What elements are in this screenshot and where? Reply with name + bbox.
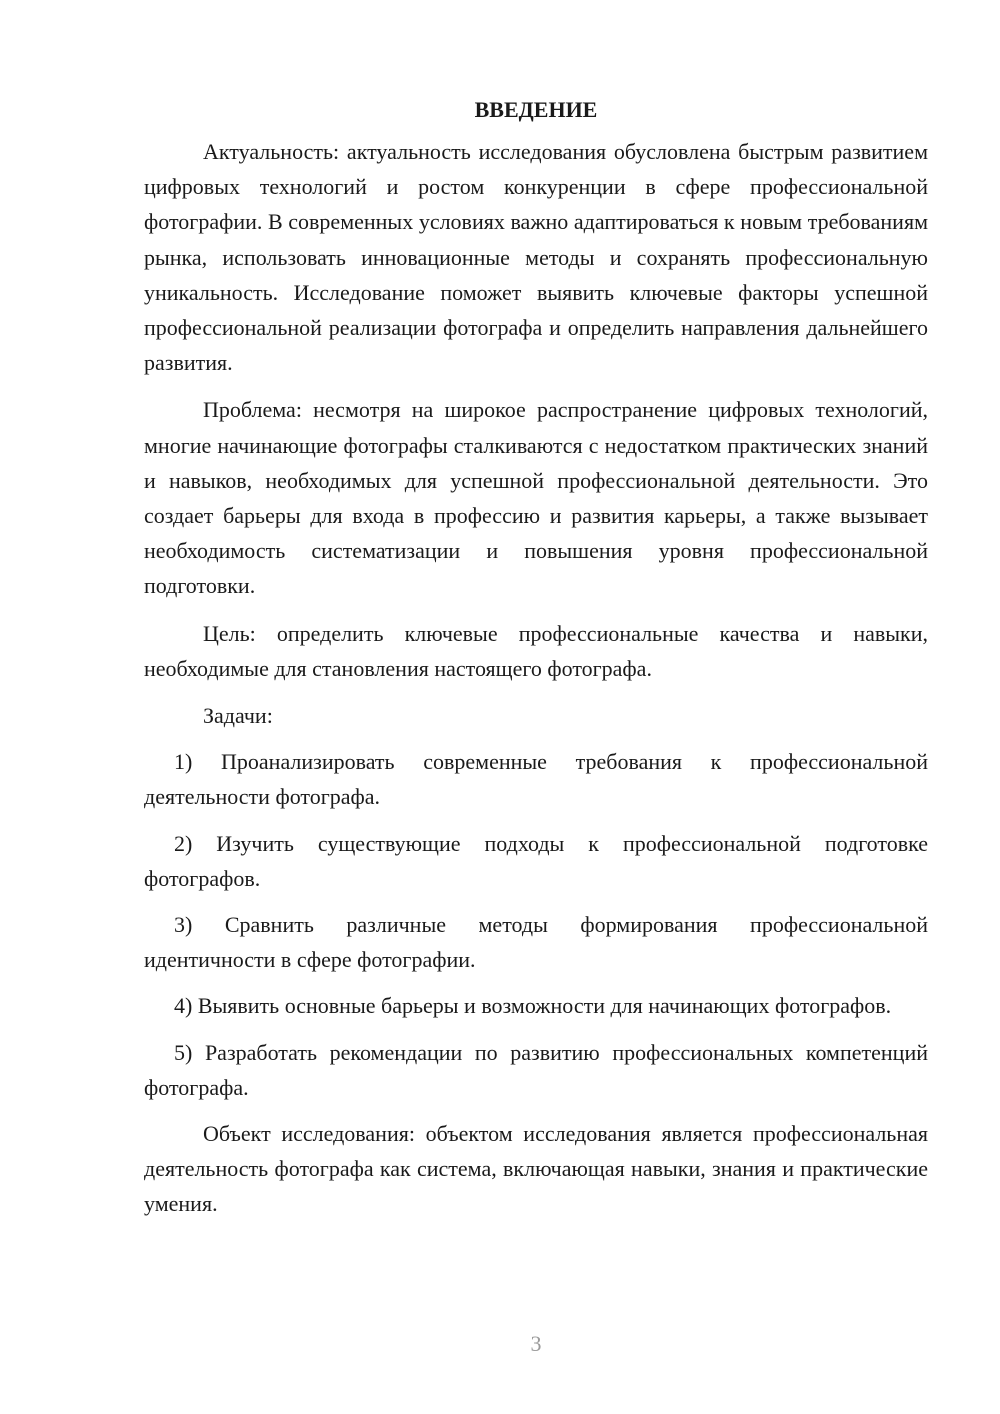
- task-item-2: 2) Изучить существующие подходы к профессиональной подготовке фотографов.: [144, 830, 928, 891]
- task-item-1: 1) Проанализировать современные требования к профессиональной деятельности фотографа.: [144, 749, 928, 810]
- tasks-label: Задачи:: [203, 703, 273, 729]
- document-page: [144, 92, 928, 1222]
- section-heading: ВВЕДЕНИЕ: [474, 97, 598, 122]
- relevance-paragraph: Актуальность: актуальность исследования обусловлена быстрым развитием цифровых технологий и ростом конкуренции в сфере профессиональной фотографии. В современных условиях важно адаптироваться к новым требованиям рынка, использовать инновационные методы и сохранять профессиональную уникальность. Исследование поможет выявить ключевые факторы успешной профессиональной реализации фотографа и определить направления дальнейшего развития.: [144, 139, 928, 376]
- object-paragraph: Объект исследования: объектом исследования является профессиональная деятельность фотографа как система, включающая навыки, знания и практические умения.: [144, 1121, 928, 1217]
- task-item-4: 4) Выявить основные барьеры и возможности для начинающих фотографов.: [174, 993, 892, 1019]
- task-item-5: 5) Разработать рекомендации по развитию профессиональных компетенций фотографа.: [144, 1039, 928, 1100]
- page-number: 3: [530, 1331, 542, 1356]
- problem-paragraph: Проблема: несмотря на широкое распространение цифровых технологий, многие начинающие фотографы сталкиваются с недостатком практических знаний и навыков, необходимых для успешной профессиональной деятельности. Это создает барьеры для входа в профессию и развития карьеры, а также вызывает необходимость систематизации и повышения уровня профессиональной подготовки.: [144, 397, 928, 599]
- goal-paragraph: Цель: определить ключевые профессиональные качества и навыки, необходимые для становления настоящего фотографа.: [144, 620, 928, 681]
- task-item-3: 3) Сравнить различные методы формирования профессиональной идентичности в сфере фотографии.: [144, 912, 928, 973]
